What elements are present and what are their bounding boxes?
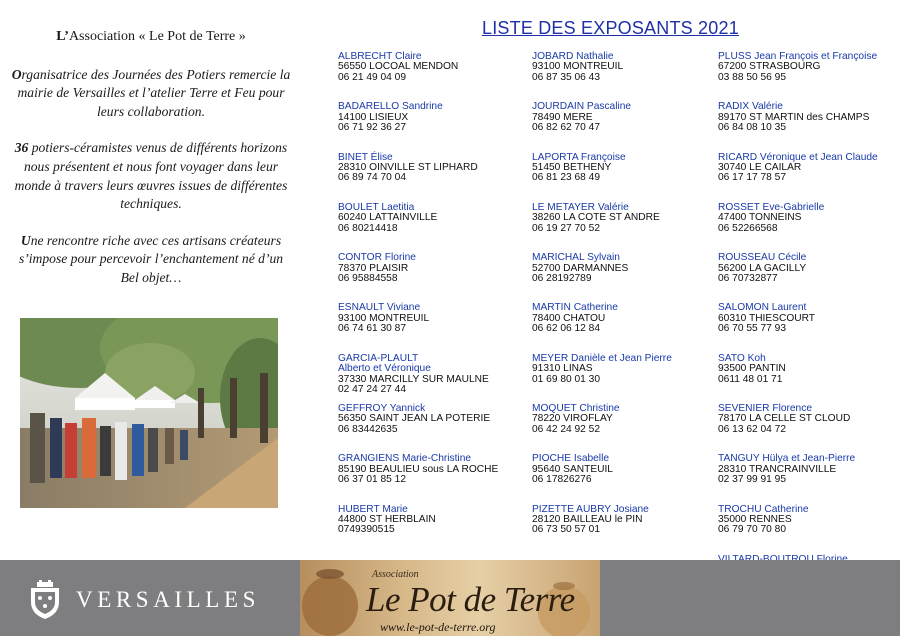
- exhibitor-phone: 06 70 55 77 93: [718, 323, 786, 335]
- exhibitor-name: ROSSET Eve-Gabrielle: [718, 201, 825, 213]
- exhibitor-address: 52700 DARMANNES: [532, 262, 629, 274]
- exhibitor-entry: [338, 102, 523, 152]
- exhibitor-entry: [718, 153, 900, 203]
- exhibitor-name: PLUSS Jean François et Françoise: [718, 51, 878, 62]
- exhibitor-entry: [718, 505, 900, 555]
- exhibitor-name: MARTIN Catherine: [532, 302, 618, 314]
- exhibitor-name: LAPORTA Françoise: [532, 151, 626, 163]
- p3-rest: ne rencontre riche avec ces artisans créateurs s’impose pour percevoir l’enchantement né d’un Bel objet…: [18, 232, 284, 285]
- exhibitor-phone: 06 80214418: [338, 222, 398, 234]
- association-title: [10, 28, 292, 47]
- exhibitor-phone: 06 71 92 36 27: [338, 122, 406, 134]
- exhibitor-phone: 01 69 80 01 30: [532, 373, 600, 385]
- exhibitor-entry: [532, 354, 717, 404]
- exhibitor-phone: 06 89 74 70 04: [338, 172, 406, 184]
- exhibitor-entry: [718, 454, 900, 504]
- title-rest: Association « Le Pot de Terre »: [68, 29, 246, 44]
- exhibitor-entry: [532, 505, 717, 555]
- exhibitor-name: ROUSSEAU Cécile: [718, 252, 807, 264]
- exhibitor-address: 56550 LOCOAL MENDON: [338, 61, 459, 73]
- exhibitor-address: 56200 LA GACILLY: [718, 262, 807, 274]
- exhibitor-phone: 0611 48 01 71: [718, 373, 783, 385]
- exhibitor-phone: 06 28192789: [532, 273, 592, 284]
- exhibitor-name: TANGUY Hülya et Jean-Pierre: [718, 453, 856, 465]
- exhibitor-address: 78220 VIROFLAY: [532, 413, 613, 425]
- exhibitor-phone: 06 73 50 57 01: [532, 524, 600, 536]
- exhibitor-address: 93500 PANTIN: [718, 363, 786, 375]
- exhibitor-address: 28310 TRANCRAINVILLE: [718, 463, 837, 475]
- exhibitor-entry: [532, 52, 717, 102]
- pot-brand-name: Le Pot de Terre: [366, 580, 575, 619]
- exhibitors-column-1: [338, 52, 523, 555]
- exhibitor-address: 78400 CHATOU: [532, 312, 606, 324]
- exhibitor-phone: 06 52266568: [718, 222, 778, 234]
- exhibitor-address: 44800 ST HERBLAIN: [338, 514, 436, 526]
- title-prefix: L’: [56, 29, 69, 44]
- exhibitor-address: 30740 LE CAILAR: [718, 162, 802, 173]
- exhibitor-phone: 02 37 99 91 95: [718, 474, 786, 486]
- exhibitor-entry: [718, 203, 900, 253]
- exhibitor-name: PIOCHE Isabelle: [532, 453, 610, 465]
- exhibitors-list-title: LISTE DES EXPOSANTS 2021: [482, 18, 739, 38]
- exhibitor-phone: 06 13 62 04 72: [718, 423, 786, 435]
- exhibitor-entry: [718, 354, 900, 404]
- exhibitor-name: PIZETTE AUBRY Josiane: [532, 503, 649, 515]
- exhibitor-name: HUBERT Marie: [338, 503, 408, 515]
- exhibitor-address: 47400 TONNEINS: [718, 212, 802, 224]
- intro-paragraph-3: [10, 232, 292, 288]
- exhibitor-name: BADARELLO Sandrine: [338, 101, 443, 113]
- exhibitor-phone: 0749390515: [338, 524, 395, 536]
- exhibitor-name: JOURDAIN Pascaline: [532, 101, 632, 113]
- exhibitor-address: 28120 BAILLEAU le PIN: [532, 514, 643, 526]
- exhibitor-entry: [532, 102, 717, 152]
- exhibitor-phone: 06 37 01 85 12: [338, 474, 406, 486]
- exhibitor-entry: [532, 454, 717, 504]
- exhibitor-name: BOULET Laetitia: [338, 201, 415, 213]
- exhibitor-phone: 03 88 50 56 95: [718, 71, 786, 83]
- exhibitor-address: 60240 LATTAINVILLE: [338, 212, 438, 224]
- exhibitor-entry: [338, 52, 523, 102]
- exhibitor-entry: [718, 253, 900, 303]
- exhibitor-name: MARICHAL Sylvain: [532, 252, 620, 264]
- exhibitor-address: 78490 MERE: [532, 111, 593, 123]
- exhibitor-address: 78170 LA CELLE ST CLOUD: [718, 413, 851, 425]
- exhibitor-name: RADIX Valérie: [718, 101, 783, 113]
- exhibitor-name: SALOMON Laurent: [718, 302, 807, 314]
- exhibitor-address: 28310 OINVILLE ST LIPHARD: [338, 162, 478, 173]
- exhibitor-entry: [718, 102, 900, 152]
- exhibitor-entry: [532, 404, 717, 454]
- exhibitor-phone: 06 95884558: [338, 273, 398, 284]
- exhibitor-phone: 06 74 61 30 87: [338, 323, 406, 335]
- exhibitor-phone: 06 21 49 04 09: [338, 71, 406, 83]
- exhibitor-address: 78370 PLAISIR: [338, 262, 409, 274]
- exhibitor-entry: [338, 203, 523, 253]
- exhibitor-phone: 06 84 08 10 35: [718, 122, 786, 134]
- p3-initial: U: [20, 232, 31, 248]
- exhibitor-phone: 06 82 62 70 47: [532, 122, 600, 134]
- exhibitor-phone: 02 47 24 27 44: [338, 384, 406, 395]
- p1-initial: O: [11, 66, 22, 82]
- exhibitor-address: 93100 MONTREUIL: [532, 61, 624, 73]
- exhibitor-entry: [718, 404, 900, 454]
- exhibitor-name: JOBARD Nathalie: [532, 51, 614, 62]
- pot-assoc-label: Association: [372, 569, 419, 580]
- exhibitor-name: GEFFROY Yannick: [338, 403, 426, 415]
- exhibitor-address: 67200 STRASBOURG: [718, 61, 821, 73]
- exhibitor-name: LE METAYER Valérie: [532, 201, 629, 213]
- exhibitor-name: BINET Élise: [338, 151, 393, 163]
- exhibitor-name: TROCHU Catherine: [718, 503, 809, 515]
- exhibitor-address: 95640 SANTEUIL: [532, 463, 613, 475]
- exhibitor-phone: 06 19 27 70 52: [532, 222, 600, 234]
- p2-number: 36: [14, 140, 29, 156]
- exhibitor-address: 93100 MONTREUIL: [338, 312, 430, 324]
- exhibitor-entry: [338, 354, 523, 404]
- exhibitor-name: GARCIA-PLAULT: [338, 352, 419, 364]
- exhibitor-entry: [532, 253, 717, 303]
- exhibitor-name: SATO Koh: [718, 352, 766, 364]
- pot-website: www.le-pot-de-terre.org: [380, 620, 496, 634]
- exhibitor-address: 38260 LA COTE ST ANDRE: [532, 212, 660, 224]
- exhibitor-name: ALBRECHT Claire: [338, 51, 422, 62]
- pot-de-terre-logo: [300, 560, 600, 636]
- versailles-wordmark: VERSAILLES: [76, 587, 260, 612]
- versailles-crest-icon: [28, 580, 62, 620]
- intro-paragraph-2: [10, 139, 292, 213]
- exhibitor-entry: [532, 153, 717, 203]
- exhibitor-phone: 06 87 35 06 43: [532, 71, 600, 83]
- market-photo: [20, 318, 278, 508]
- exhibitor-phone: 06 62 06 12 84: [532, 323, 600, 335]
- intro-panel: [0, 0, 300, 560]
- exhibitor-name: MEYER Danièle et Jean Pierre: [532, 352, 672, 364]
- exhibitor-entry: [338, 303, 523, 353]
- market-photo-image: [20, 318, 278, 508]
- exhibitor-entry: [338, 454, 523, 504]
- exhibitor-name: MOQUET Christine: [532, 403, 620, 415]
- exhibitor-entry: [338, 505, 523, 555]
- exhibitor-entry: [532, 303, 717, 353]
- versailles-logo: [28, 578, 260, 622]
- exhibitor-address: 56350 SAINT JEAN LA POTERIE: [338, 413, 491, 425]
- exhibitor-address: 35000 RENNES: [718, 514, 792, 526]
- exhibitor-address: 14100 LISIEUX: [338, 111, 409, 123]
- exhibitor-phone: 06 79 70 70 80: [718, 524, 786, 536]
- exhibitor-phone: 06 70732877: [718, 273, 778, 284]
- p2-rest: potiers-céramistes venus de différents horizons nous présentent et nous font voyager dans leur monde à travers leurs œuvres issues de différentes techniques.: [14, 140, 288, 212]
- intro-paragraph-1: [10, 66, 292, 122]
- exhibitor-phone: 06 42 24 92 52: [532, 423, 600, 435]
- exhibitor-name: SEVENIER Florence: [718, 403, 812, 415]
- exhibitor-address: 60310 THIESCOURT: [718, 312, 816, 324]
- exhibitor-address: 89170 ST MARTIN des CHAMPS: [718, 111, 870, 123]
- exhibitor-address: 91310 LINAS: [532, 363, 593, 375]
- exhibitor-name-line-2: Alberto et Véronique: [338, 363, 431, 375]
- exhibitor-address: 51450 BETHENY: [532, 162, 612, 173]
- exhibitor-phone: 06 17826276: [532, 474, 592, 486]
- p1-rest: rganisatrice des Journées des Potiers remercie la mairie de Versailles et l’atelier Terre et Feu pour leurs collaboration.: [17, 66, 291, 119]
- exhibitor-address: 85190 BEAULIEU sous LA ROCHE: [338, 463, 499, 475]
- exhibitor-entry: [718, 52, 900, 102]
- exhibitor-name: CONTOR Florine: [338, 252, 416, 264]
- exhibitor-entry: [338, 404, 523, 454]
- exhibitor-address: 37330 MARCILLY SUR MAULNE: [338, 373, 489, 385]
- exhibitor-name: RICARD Véronique et Jean Claude: [718, 151, 878, 163]
- exhibitor-entry: [338, 153, 523, 203]
- intro-text: [10, 28, 292, 306]
- exhibitor-name: ESNAULT Viviane: [338, 302, 421, 314]
- exhibitor-entry: [338, 253, 523, 303]
- exhibitor-phone: 06 81 23 68 49: [532, 172, 600, 184]
- exhibitor-phone: 06 17 17 78 57: [718, 172, 786, 184]
- exhibitors-column-3: [718, 52, 900, 605]
- exhibitor-entry: [718, 303, 900, 353]
- exhibitor-phone: 06 83442635: [338, 423, 398, 435]
- exhibitor-name: GRANGIENS Marie-Christine: [338, 453, 472, 465]
- exhibitor-entry: [532, 203, 717, 253]
- exhibitors-column-2: [532, 52, 717, 555]
